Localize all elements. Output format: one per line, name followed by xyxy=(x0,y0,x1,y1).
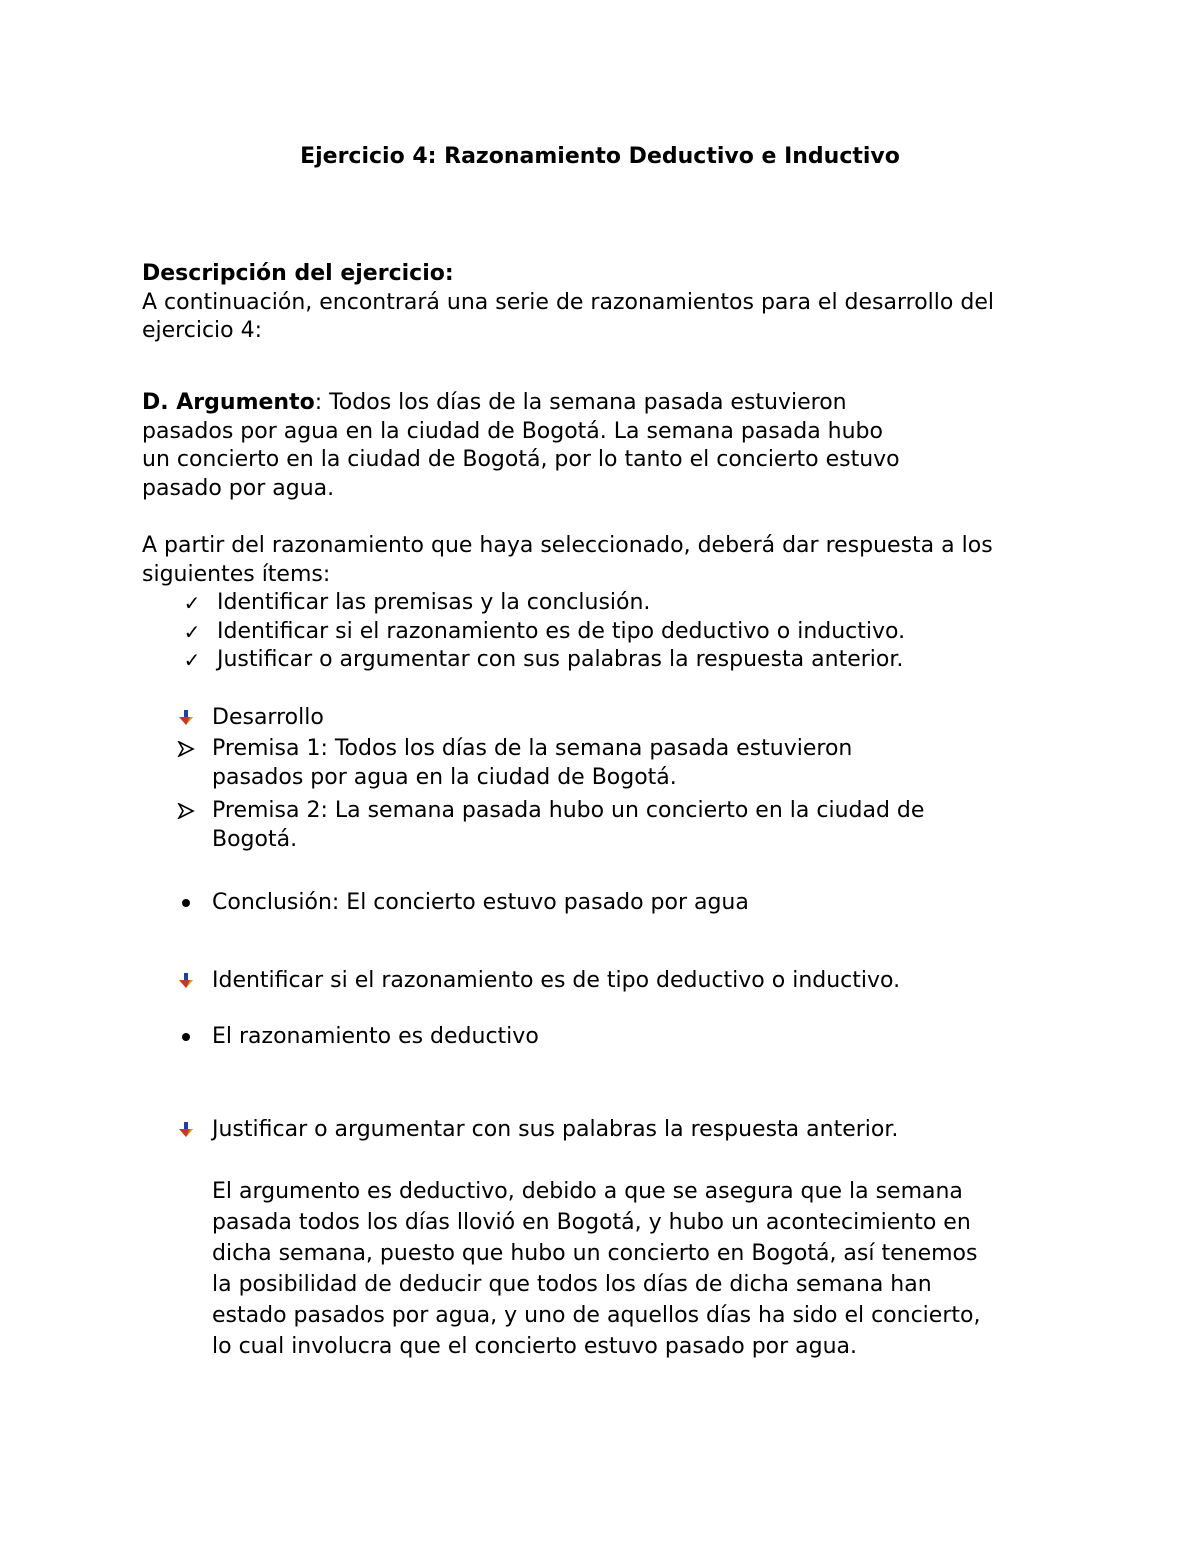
conclusion-text: Conclusión: El concierto estuvo pasado por agua xyxy=(212,890,749,915)
chevron-right-icon xyxy=(174,797,198,826)
instructions-line: A partir del razonamiento que haya seleccionado, deberá dar respuesta a los xyxy=(142,533,993,558)
checklist-item-label: Identificar las premisas y la conclusión. xyxy=(217,590,651,615)
justify-answer xyxy=(212,1176,980,1362)
identify-heading: Identificar si el razonamiento es de tipo deductivo o inductivo. xyxy=(212,968,901,993)
page-title: Ejercicio 4: Razonamiento Deductivo e Inductivo xyxy=(300,144,900,169)
premise-line: Premisa 2: La semana pasada hubo un concierto en la ciudad de xyxy=(212,798,925,823)
premise-line: Premisa 1: Todos los días de la semana pasada estuvieron xyxy=(212,736,853,761)
argument-section xyxy=(142,389,1102,503)
dot-icon xyxy=(174,1023,198,1052)
chevron-right-icon xyxy=(177,741,195,757)
premise-line: pasados por agua en la ciudad de Bogotá. xyxy=(212,764,677,790)
premise-text xyxy=(212,797,924,854)
checklist-item-label: Identificar si el razonamiento es de tipo deductivo o inductivo. xyxy=(217,619,906,644)
argument-text: : Todos los días de la semana pasada estuvieron xyxy=(314,390,847,415)
justify-line: la posibilidad de deducir que todos los días de dicha semana han xyxy=(212,1272,932,1297)
development-heading: Desarrollo xyxy=(212,705,324,730)
arrow-bullet-icon xyxy=(178,1121,194,1139)
description-line: ejercicio 4: xyxy=(142,318,263,343)
argument-label: D. Argumento xyxy=(142,390,315,415)
arrow-bullet-icon xyxy=(178,709,194,727)
description-section xyxy=(142,260,1102,346)
argument-line: un concierto en la ciudad de Bogotá, por lo tanto el concierto estuvo xyxy=(142,447,900,472)
argument-line: pasado por agua. xyxy=(142,475,335,501)
check-icon: ✓ xyxy=(183,648,201,672)
justify-line: pasada todos los días llovió en Bogotá, y hubo un acontecimiento en xyxy=(212,1210,971,1235)
check-icon: ✓ xyxy=(183,620,201,644)
description-line: A continuación, encontrará una serie de razonamientos para el desarrollo del xyxy=(142,289,994,315)
arrow-bullet-icon xyxy=(178,972,194,990)
dot-icon xyxy=(174,889,198,918)
premise-text xyxy=(212,735,852,792)
chevron-right-icon xyxy=(174,735,198,764)
argument-line xyxy=(142,389,1102,418)
identify-answer: El razonamiento es deductivo xyxy=(212,1024,539,1049)
instructions-line: siguientes ítems: xyxy=(142,561,331,587)
check-icon: ✓ xyxy=(183,591,201,615)
justify-heading: Justificar o argumentar con sus palabras la respuesta anterior. xyxy=(212,1117,899,1142)
argument-line: pasados por agua en la ciudad de Bogotá. La semana pasada hubo xyxy=(142,418,883,444)
arrow-bullet-icon xyxy=(174,704,198,733)
justify-line: estado pasados por agua, y uno de aquellos días ha sido el concierto, xyxy=(212,1303,981,1328)
premise-line: Bogotá. xyxy=(212,826,298,852)
chevron-right-icon xyxy=(177,803,195,819)
justify-line: lo cual involucra que el concierto estuvo pasado por agua. xyxy=(212,1334,858,1359)
arrow-bullet-icon xyxy=(174,967,198,996)
arrow-bullet-icon xyxy=(174,1116,198,1145)
checklist-item-label: Justificar o argumentar con sus palabras la respuesta anterior. xyxy=(217,647,904,672)
justify-line: El argumento es deductivo, debido a que se asegura que la semana xyxy=(212,1179,963,1204)
description-heading: Descripción del ejercicio: xyxy=(142,261,454,286)
instructions-section xyxy=(142,532,1102,589)
justify-line: dicha semana, puesto que hubo un concierto en Bogotá, así tenemos xyxy=(212,1241,978,1266)
